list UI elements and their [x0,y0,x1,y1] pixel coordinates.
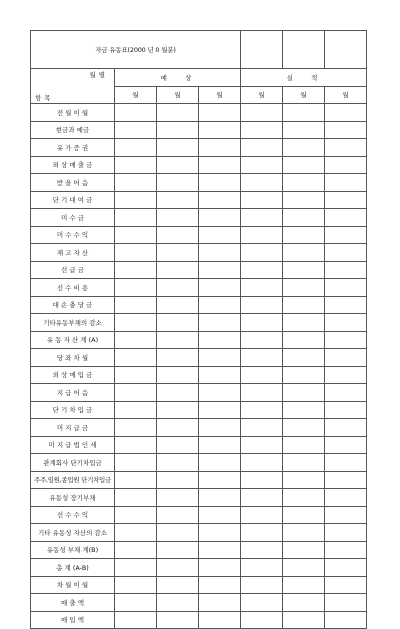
forecast-month-1: 월 [115,86,157,104]
corner-header-cell [31,69,115,104]
row-label: 미 수 금 [31,209,115,227]
row-label: 총 계 (A-B) [31,559,115,577]
amount-cell[interactable] [325,349,367,367]
amount-cell[interactable] [115,244,157,262]
amount-cell[interactable] [325,524,367,542]
amount-cell[interactable] [241,594,283,612]
amount-cell[interactable] [241,226,283,244]
amount-cell[interactable] [325,436,367,454]
amount-cell[interactable] [283,489,325,507]
amount-cell[interactable] [157,209,199,227]
table-row [31,419,367,437]
amount-cell[interactable] [241,314,283,332]
amount-cell[interactable] [283,349,325,367]
amount-cell[interactable] [325,209,367,227]
amount-cell[interactable] [157,156,199,174]
table-row [31,611,367,629]
amount-cell[interactable] [199,611,241,629]
forecast-month-2: 월 [157,86,199,104]
amount-cell[interactable] [241,384,283,402]
amount-cell[interactable] [199,366,241,384]
amount-cell[interactable] [241,489,283,507]
actual-month-3: 월 [325,86,367,104]
table-row [31,454,367,472]
amount-cell[interactable] [283,506,325,524]
row-label: 유동성 부채 계(B) [31,541,115,559]
amount-cell[interactable] [115,209,157,227]
amount-cell[interactable] [115,419,157,437]
amount-cell[interactable] [199,244,241,262]
amount-cell[interactable] [115,121,157,139]
table-row [31,191,367,209]
amount-cell[interactable] [241,174,283,192]
amount-cell[interactable] [283,139,325,157]
amount-cell[interactable] [115,524,157,542]
amount-cell[interactable] [241,191,283,209]
amount-cell[interactable] [325,611,367,629]
amount-cell[interactable] [283,314,325,332]
corner-month-label: 월별 [89,71,108,79]
amount-cell[interactable] [241,611,283,629]
amount-cell[interactable] [241,559,283,577]
row-label: 선 급 금 [31,261,115,279]
forecast-header: 예 상 [115,69,241,87]
amount-cell[interactable] [199,261,241,279]
amount-cell[interactable] [199,419,241,437]
table-row [31,296,367,314]
amount-cell[interactable] [157,384,199,402]
amount-cell[interactable] [199,296,241,314]
amount-cell[interactable] [115,174,157,192]
document-title: 자금 유동표(2000 년 0 월분) [31,31,241,69]
amount-cell[interactable] [199,314,241,332]
amount-cell[interactable] [283,384,325,402]
table-row [31,244,367,262]
amount-cell[interactable] [157,366,199,384]
table-row [31,139,367,157]
amount-cell[interactable] [199,506,241,524]
amount-cell[interactable] [157,244,199,262]
approval-box [283,31,325,69]
amount-cell[interactable] [283,419,325,437]
amount-cell[interactable] [157,401,199,419]
amount-cell[interactable] [157,611,199,629]
row-label: 외 상 매 출 금 [31,156,115,174]
amount-cell[interactable] [283,594,325,612]
amount-cell[interactable] [283,366,325,384]
amount-cell[interactable] [115,366,157,384]
amount-cell[interactable] [115,436,157,454]
row-label: 미 지 급 법 인 세 [31,436,115,454]
amount-cell[interactable] [241,419,283,437]
amount-cell[interactable] [157,279,199,297]
amount-cell[interactable] [241,401,283,419]
cash-flow-table [30,30,367,629]
amount-cell[interactable] [325,244,367,262]
amount-cell[interactable] [325,454,367,472]
row-label: 선 수 수 익 [31,506,115,524]
amount-cell[interactable] [325,489,367,507]
amount-cell[interactable] [199,139,241,157]
actual-header: 실 적 [241,69,367,87]
row-label: 받 을 어 음 [31,174,115,192]
row-label: 단 기 차 입 금 [31,401,115,419]
amount-cell[interactable] [199,121,241,139]
amount-cell[interactable] [157,576,199,594]
amount-cell[interactable] [283,156,325,174]
table-row [31,331,367,349]
row-label: 외 상 매 입 금 [31,366,115,384]
amount-cell[interactable] [325,121,367,139]
amount-cell[interactable] [283,226,325,244]
amount-cell[interactable] [283,244,325,262]
amount-cell[interactable] [115,261,157,279]
amount-cell[interactable] [241,576,283,594]
amount-cell[interactable] [199,104,241,122]
amount-cell[interactable] [325,191,367,209]
amount-cell[interactable] [115,314,157,332]
amount-cell[interactable] [115,506,157,524]
amount-cell[interactable] [241,366,283,384]
amount-cell[interactable] [199,471,241,489]
table-row [31,226,367,244]
row-label: 지 급 어 음 [31,384,115,402]
amount-cell[interactable] [157,104,199,122]
table-row [31,279,367,297]
actual-month-2: 월 [283,86,325,104]
amount-cell[interactable] [241,524,283,542]
amount-cell[interactable] [115,401,157,419]
amount-cell[interactable] [325,331,367,349]
amount-cell[interactable] [199,401,241,419]
table-row [31,471,367,489]
row-label: 매 입 액 [31,611,115,629]
amount-cell[interactable] [283,611,325,629]
cash-flow-sheet [30,30,366,625]
amount-cell[interactable] [157,454,199,472]
table-row [31,349,367,367]
amount-cell[interactable] [199,331,241,349]
table-row [31,156,367,174]
row-label: 전 월 이 월 [31,104,115,122]
amount-cell[interactable] [241,471,283,489]
amount-cell[interactable] [325,261,367,279]
amount-cell[interactable] [283,576,325,594]
amount-cell[interactable] [325,471,367,489]
actual-month-1: 월 [241,86,283,104]
amount-cell[interactable] [325,576,367,594]
amount-cell[interactable] [199,559,241,577]
amount-cell[interactable] [325,226,367,244]
amount-cell[interactable] [199,226,241,244]
amount-cell[interactable] [157,489,199,507]
row-label: 기타 유동성 자산의 감소 [31,524,115,542]
row-label: 관계회사 단기차입금 [31,454,115,472]
amount-cell[interactable] [199,384,241,402]
forecast-month-3: 월 [199,86,241,104]
amount-cell[interactable] [199,209,241,227]
amount-cell[interactable] [115,384,157,402]
amount-cell[interactable] [157,524,199,542]
amount-cell[interactable] [325,174,367,192]
amount-cell[interactable] [115,296,157,314]
amount-cell[interactable] [283,279,325,297]
amount-cell[interactable] [157,191,199,209]
amount-cell[interactable] [115,139,157,157]
amount-cell[interactable] [241,506,283,524]
amount-cell[interactable] [283,471,325,489]
row-label: 대 손 충 당 금 [31,296,115,314]
table-row [31,174,367,192]
amount-cell[interactable] [325,366,367,384]
row-label: 주주,임원,종업원 단기차입금 [31,471,115,489]
amount-cell[interactable] [241,156,283,174]
amount-cell[interactable] [157,506,199,524]
table-row [31,576,367,594]
amount-cell[interactable] [115,156,157,174]
table-row [31,366,367,384]
amount-cell[interactable] [325,419,367,437]
amount-cell[interactable] [325,594,367,612]
amount-cell[interactable] [115,489,157,507]
row-label: 단 기 대 여 금 [31,191,115,209]
row-label: 재 고 자 산 [31,244,115,262]
table-row [31,314,367,332]
amount-cell[interactable] [241,454,283,472]
amount-cell[interactable] [115,454,157,472]
amount-cell[interactable] [283,541,325,559]
amount-cell[interactable] [199,541,241,559]
amount-cell[interactable] [199,436,241,454]
table-row [31,401,367,419]
table-row [31,594,367,612]
amount-cell[interactable] [157,349,199,367]
amount-cell[interactable] [157,139,199,157]
corner-item-label: 항목 [35,94,54,102]
table-row [31,541,367,559]
amount-cell[interactable] [115,191,157,209]
amount-cell[interactable] [241,296,283,314]
amount-cell[interactable] [115,226,157,244]
table-row [31,104,367,122]
table-row [31,524,367,542]
amount-cell[interactable] [283,436,325,454]
amount-cell[interactable] [283,209,325,227]
amount-cell[interactable] [241,331,283,349]
amount-cell[interactable] [241,209,283,227]
amount-cell[interactable] [325,156,367,174]
row-label: 기타유동부채의 감소 [31,314,115,332]
amount-cell[interactable] [115,541,157,559]
amount-cell[interactable] [325,296,367,314]
amount-cell[interactable] [199,576,241,594]
table-row [31,559,367,577]
amount-cell[interactable] [157,296,199,314]
amount-cell[interactable] [283,191,325,209]
approval-box [325,31,367,69]
amount-cell[interactable] [325,541,367,559]
amount-cell[interactable] [157,174,199,192]
amount-cell[interactable] [325,314,367,332]
row-label: 매 출 액 [31,594,115,612]
row-label: 미 지 급 금 [31,419,115,437]
table-row [31,384,367,402]
approval-box [241,31,283,69]
amount-cell[interactable] [115,104,157,122]
amount-cell[interactable] [199,156,241,174]
amount-cell[interactable] [157,419,199,437]
amount-cell[interactable] [325,559,367,577]
amount-cell[interactable] [283,261,325,279]
row-label: 유 가 증 권 [31,139,115,157]
amount-cell[interactable] [283,174,325,192]
amount-cell[interactable] [241,139,283,157]
amount-cell[interactable] [283,104,325,122]
amount-cell[interactable] [199,349,241,367]
amount-cell[interactable] [199,489,241,507]
amount-cell[interactable] [157,314,199,332]
row-label: 유동성 장기부채 [31,489,115,507]
table-row [31,121,367,139]
amount-cell[interactable] [241,121,283,139]
amount-cell[interactable] [157,471,199,489]
row-label: 차 월 이 월 [31,576,115,594]
amount-cell[interactable] [115,611,157,629]
amount-cell[interactable] [115,594,157,612]
amount-cell[interactable] [241,279,283,297]
amount-cell[interactable] [157,226,199,244]
amount-cell[interactable] [241,104,283,122]
row-label: 미 수 수 익 [31,226,115,244]
amount-cell[interactable] [199,594,241,612]
row-label: 현금과 예금 [31,121,115,139]
amount-cell[interactable] [325,384,367,402]
amount-cell[interactable] [241,349,283,367]
amount-cell[interactable] [199,454,241,472]
amount-cell[interactable] [115,331,157,349]
row-label: 당 좌 차 월 [31,349,115,367]
amount-cell[interactable] [157,436,199,454]
amount-cell[interactable] [325,139,367,157]
amount-cell[interactable] [283,454,325,472]
amount-cell[interactable] [157,594,199,612]
amount-cell[interactable] [199,191,241,209]
amount-cell[interactable] [115,471,157,489]
amount-cell[interactable] [283,401,325,419]
amount-cell[interactable] [157,261,199,279]
amount-cell[interactable] [199,174,241,192]
amount-cell[interactable] [325,104,367,122]
amount-cell[interactable] [283,121,325,139]
table-row [31,489,367,507]
amount-cell[interactable] [241,541,283,559]
amount-cell[interactable] [325,506,367,524]
amount-cell[interactable] [115,349,157,367]
amount-cell[interactable] [157,559,199,577]
amount-cell[interactable] [115,576,157,594]
amount-cell[interactable] [199,279,241,297]
amount-cell[interactable] [283,559,325,577]
amount-cell[interactable] [115,559,157,577]
row-label: 유 동 자 산 계 (A) [31,331,115,349]
amount-cell[interactable] [241,261,283,279]
amount-cell[interactable] [283,524,325,542]
amount-cell[interactable] [241,244,283,262]
row-label: 선 수 비 용 [31,279,115,297]
amount-cell[interactable] [325,401,367,419]
amount-cell[interactable] [283,296,325,314]
table-row [31,261,367,279]
amount-cell[interactable] [241,436,283,454]
table-row [31,209,367,227]
amount-cell[interactable] [115,279,157,297]
amount-cell[interactable] [283,331,325,349]
table-row [31,506,367,524]
amount-cell[interactable] [157,331,199,349]
amount-cell[interactable] [325,279,367,297]
amount-cell[interactable] [157,121,199,139]
amount-cell[interactable] [157,541,199,559]
table-row [31,436,367,454]
amount-cell[interactable] [199,524,241,542]
